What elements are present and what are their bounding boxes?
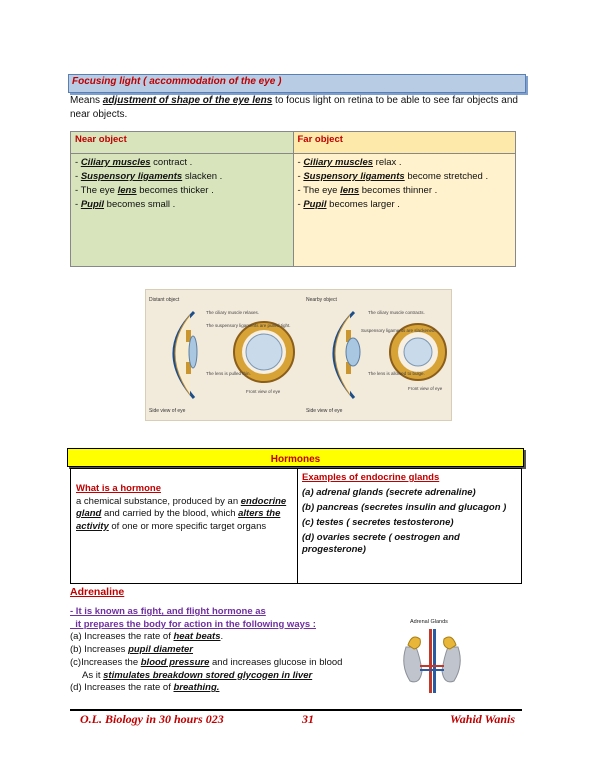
section-title: Focusing light ( accommodation of the eye ) <box>72 76 282 87</box>
example-item: (a) adrenal glands (secrete adrenaline) <box>302 487 476 498</box>
intro-prefix: Means <box>70 95 103 106</box>
right-muscle-label: The ciliary muscle contracts. <box>368 310 425 315</box>
near-item: - Pupil becomes small . <box>75 199 176 210</box>
eye-accommodation-figure <box>145 289 452 421</box>
column-divider <box>297 469 298 583</box>
example-item: (d) ovaries secrete ( oestrogen and progesterone) <box>302 532 460 555</box>
endocrine-examples <box>302 472 518 556</box>
far-object-cell <box>293 154 516 267</box>
eye-diagram <box>146 290 451 420</box>
right-side-view-label: Side view of eye <box>306 408 343 414</box>
example-item: (b) pancreas (secretes insulin and glucagon ) <box>302 502 507 513</box>
hormones-box <box>70 468 522 584</box>
intro-keyword: adjustment of shape of the eye lens <box>102 95 273 106</box>
adrenaline-title: Adrenaline <box>70 586 125 598</box>
distant-object-label: Distant object <box>149 297 180 303</box>
hormone-definition-text: a chemical substance, produced by an endocrine gland and carried by the blood, which alters the activity of one or more specific target organs <box>76 495 287 532</box>
left-side-view-label: Side view of eye <box>149 408 186 414</box>
near-item: - The eye lens becomes thicker . <box>75 185 214 196</box>
example-item: (c) testes ( secretes testosterone) <box>302 517 454 528</box>
adrenaline-lead: - It is known as fight, and flight hormone as <box>70 606 266 617</box>
effect-d: (d) Increases the rate of breathing. <box>70 682 220 694</box>
what-is-hormone-title: What is a hormone <box>76 483 161 494</box>
footer-author: Wahid Wanis <box>450 712 516 726</box>
nearby-object-label: Nearby object <box>306 297 337 303</box>
near-item: - Ciliary muscles contract . <box>75 157 193 168</box>
footer-book-title: O.L. Biology in 30 hours 023 <box>80 712 224 726</box>
intro-suffix: to focus light on retina to be able to see far objects and near objects. <box>70 95 518 120</box>
left-ligament-label: The suspensory ligaments are pulled tight. <box>206 323 291 328</box>
hormones-title: Hormones <box>270 454 321 465</box>
hormone-definition <box>76 483 292 533</box>
effect-a: (a) Increases the rate of heat beats. <box>70 631 224 643</box>
right-lens-label: The lens is allowed to bulge. <box>368 371 425 376</box>
left-muscle-label: The ciliary muscle relaxes. <box>206 310 260 315</box>
far-object-header: Far object <box>293 132 516 154</box>
section-header-accommodation <box>68 74 526 93</box>
section-header-hormones <box>67 448 524 467</box>
left-lens-label: The lens is pulled thin. <box>206 371 251 376</box>
adrenal-label: Adrenal Glands <box>410 619 448 625</box>
intro-paragraph <box>70 94 520 122</box>
near-object-cell <box>71 154 294 267</box>
page-number: 31 <box>302 712 314 726</box>
near-item: - Suspensory ligaments slacken . <box>75 171 223 182</box>
right-front-view-label: Front view of eye <box>408 386 443 391</box>
far-item: - Ciliary muscles relax . <box>297 157 402 168</box>
accommodation-table <box>70 131 516 267</box>
effect-b: (b) Increases pupil diameter <box>70 644 194 656</box>
adrenal-glands-figure <box>392 615 472 695</box>
near-object-header: Near object <box>71 132 294 154</box>
far-item: - Pupil becomes larger . <box>297 199 400 210</box>
left-front-view-label: Front view of eye <box>246 389 281 394</box>
examples-title: Examples of endocrine glands <box>302 472 440 483</box>
far-item: - The eye lens becomes thinner . <box>297 185 438 196</box>
adrenaline-lead-2: it prepares the body for action in the following ways : <box>70 618 316 630</box>
adrenaline-text <box>70 606 400 695</box>
adrenal-diagram <box>392 615 472 695</box>
far-item: - Suspensory ligaments become stretched . <box>297 171 489 182</box>
right-ligament-label: Suspensory ligaments are slackened. <box>361 328 436 333</box>
effect-c: (c)Increases the blood pressure and increases glucose in blood <box>70 656 343 668</box>
effect-c-detail: As it stimulates breakdown stored glycogen in liver <box>82 669 313 681</box>
footer-rule <box>70 709 522 711</box>
